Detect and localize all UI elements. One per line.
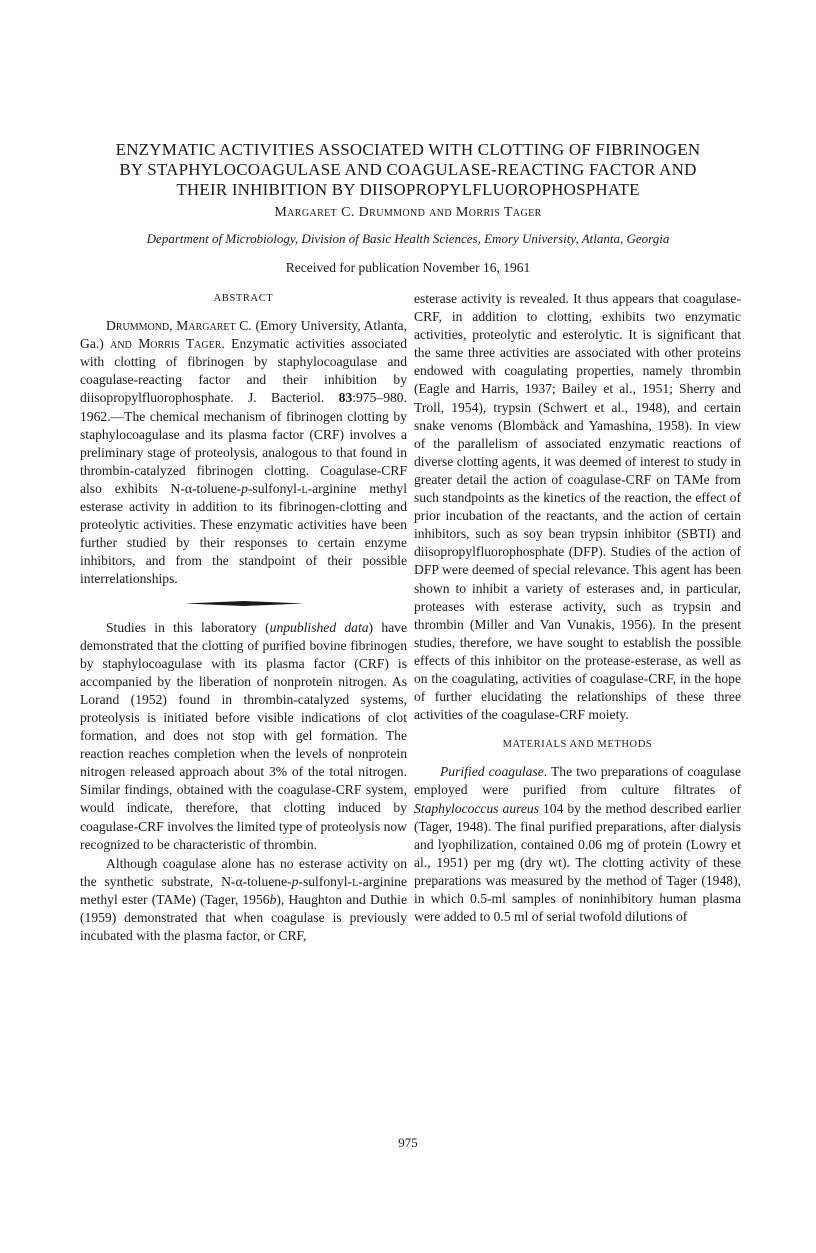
methods-paragraph: Purified coagulase. The two preparations of coagulase employed were purified from culture filtrates of Staphylococcus aureus 104 by the method described earlier (Tager, 1948). The final purified preparations, after dialysis and lyophilization, contained 0.06 mg of protein (Lowry et al., 1951) per mg (dry wt). The clotting activity of these preparations was measured by the method of Tager (1948), in which 0.5-ml samples of noninhibitory human plasma were added to 0.5 ml of serial twofold dilutions of bbox=[414, 764, 741, 925]
authors: Margaret C. Drummond and Morris Tager bbox=[274, 205, 542, 220]
affiliation: Department of Microbiology, Division of Basic Health Sciences, Emory University, Atlanta, Georgia bbox=[146, 231, 670, 246]
abstract-paragraph: Drummond, Margaret C. (Emory University, Atlanta, Ga.) and Morris Tager. Enzymatic activities associated with clotting of fibrinogen by staphylocoagulase and coagulase-reacting factor and their inhibition by diisopropylfluorophosphate. J. Bacteriol. 83:975–980. 1962.—The chemical mechanism of fibrinogen clotting by staphylocoagulase and its plasma factor (CRF) involves a preliminary stage of proteolysis, analogous to that found in thrombin-catalyzed fibrinogen clotting. Coagulase-CRF also exhibits N-α-toluene-p-sulfonyl-l-arginine methyl esterase activity in addition to its fibrinogen-clotting and proteolytic activities. These enzymatic activities have been further studied by their responses to certain enzyme inhibitors, and from the standpoint of their possible interrelationships. bbox=[80, 318, 407, 587]
article-title bbox=[80, 140, 736, 200]
section-divider bbox=[80, 589, 407, 619]
right-column bbox=[414, 290, 741, 926]
intro-paragraph-3: esterase activity is revealed. It thus appears that coagulase-CRF, in addition to clotting, exhibits two enzymatic activities, proteolytic and esterolytic. It is significant that the same three activities are associated with other proteins endowed with coagulating properties, namely thrombin (Eagle and Harris, 1937; Bailey et al., 1951; Sherry and Troll, 1954), trypsin (Schwert et al., 1948), and certain snake venoms (Blombäck and Yamashina, 1958). In view of the parallelism of associated enzymatic reactions of diverse clotting agents, it was deemed of interest to study in greater detail the action of coagulase-CRF on TAMe from such standpoints as the kinetics of the reaction, the effect of prior incubation of the reactants, and the action of certain inhibitors, such as soy bean trypsin inhibitor (SBTI) and diisopropylfluorophosphate (DFP). Studies of the action of DFP were deemed of special relevance. This agent has been shown to inhibit a variety of esterases and, in particular, proteases with esterase activity, such as trypsin and thrombin (Miller and Van Vunakis, 1956). In the present studies, therefore, we have sought to establish the possible effects of this inhibitor on the protease-esterase, as well as on the coagulating, activities of coagulase-CRF, in the hope of further elucidating the relationships of these three activities of the coagulase-CRF moiety. bbox=[414, 291, 741, 723]
title-line-2: BY STAPHYLOCOAGULASE AND COAGULASE-REACTING FACTOR AND bbox=[119, 160, 697, 179]
methods-subheading: Purified coagulase bbox=[440, 764, 544, 780]
left-column bbox=[80, 290, 407, 945]
organism-name: Staphylococcus aureus bbox=[414, 800, 540, 816]
intro-paragraph-2: Although coagulase alone has no esterase activity on the synthetic substrate, N-α-toluene-p-sulfonyl-l-arginine methyl ester (TAMe) (Tager, 1956b), Haughton and Duthie (1959) demonstrated that when coagulase is previously incubated with the plasma factor, or CRF, bbox=[80, 855, 408, 944]
divider-ornament bbox=[184, 600, 304, 607]
intro-paragraph-1: Studies in this laboratory (unpublished data) have demonstrated that the clotting of purified bovine fibrinogen by staphylocoagulase with its plasma factor (CRF) is accompanied by the liberation of nonprotein nitrogen. As Lorand (1952) found in thrombin-catalyzed systems, proteolysis is initiated before visible indications of clot formation, and does not stop with gel formation. The reaction reaches completion when the levels of nonprotein nitrogen released approach about 3% of the total nitrogen. Similar findings, obtained with the coagulase-CRF system, would indicate, therefore, that clotting induced by coagulase-CRF involves the limited type of proteolysis now recognized to be characteristic of thrombin. bbox=[80, 619, 407, 852]
received-date: Received for publication November 16, 1961 bbox=[285, 260, 531, 275]
abstract-author-2: Morris Tager bbox=[131, 336, 222, 352]
abstract-author-1: Drummond, Margaret C. bbox=[106, 318, 252, 334]
methods-heading: MATERIALS AND METHODS bbox=[502, 739, 653, 751]
journal-volume: 83 bbox=[338, 390, 353, 406]
title-line-3: THEIR INHIBITION BY DIISOPROPYLFLUOROPHOSPHATE bbox=[176, 180, 640, 199]
title-line-1: ENZYMATIC ACTIVITIES ASSOCIATED WITH CLOTTING OF FIBRINOGEN bbox=[115, 140, 701, 159]
abstract-heading: ABSTRACT bbox=[213, 293, 274, 304]
page-number: 975 bbox=[398, 1135, 418, 1150]
